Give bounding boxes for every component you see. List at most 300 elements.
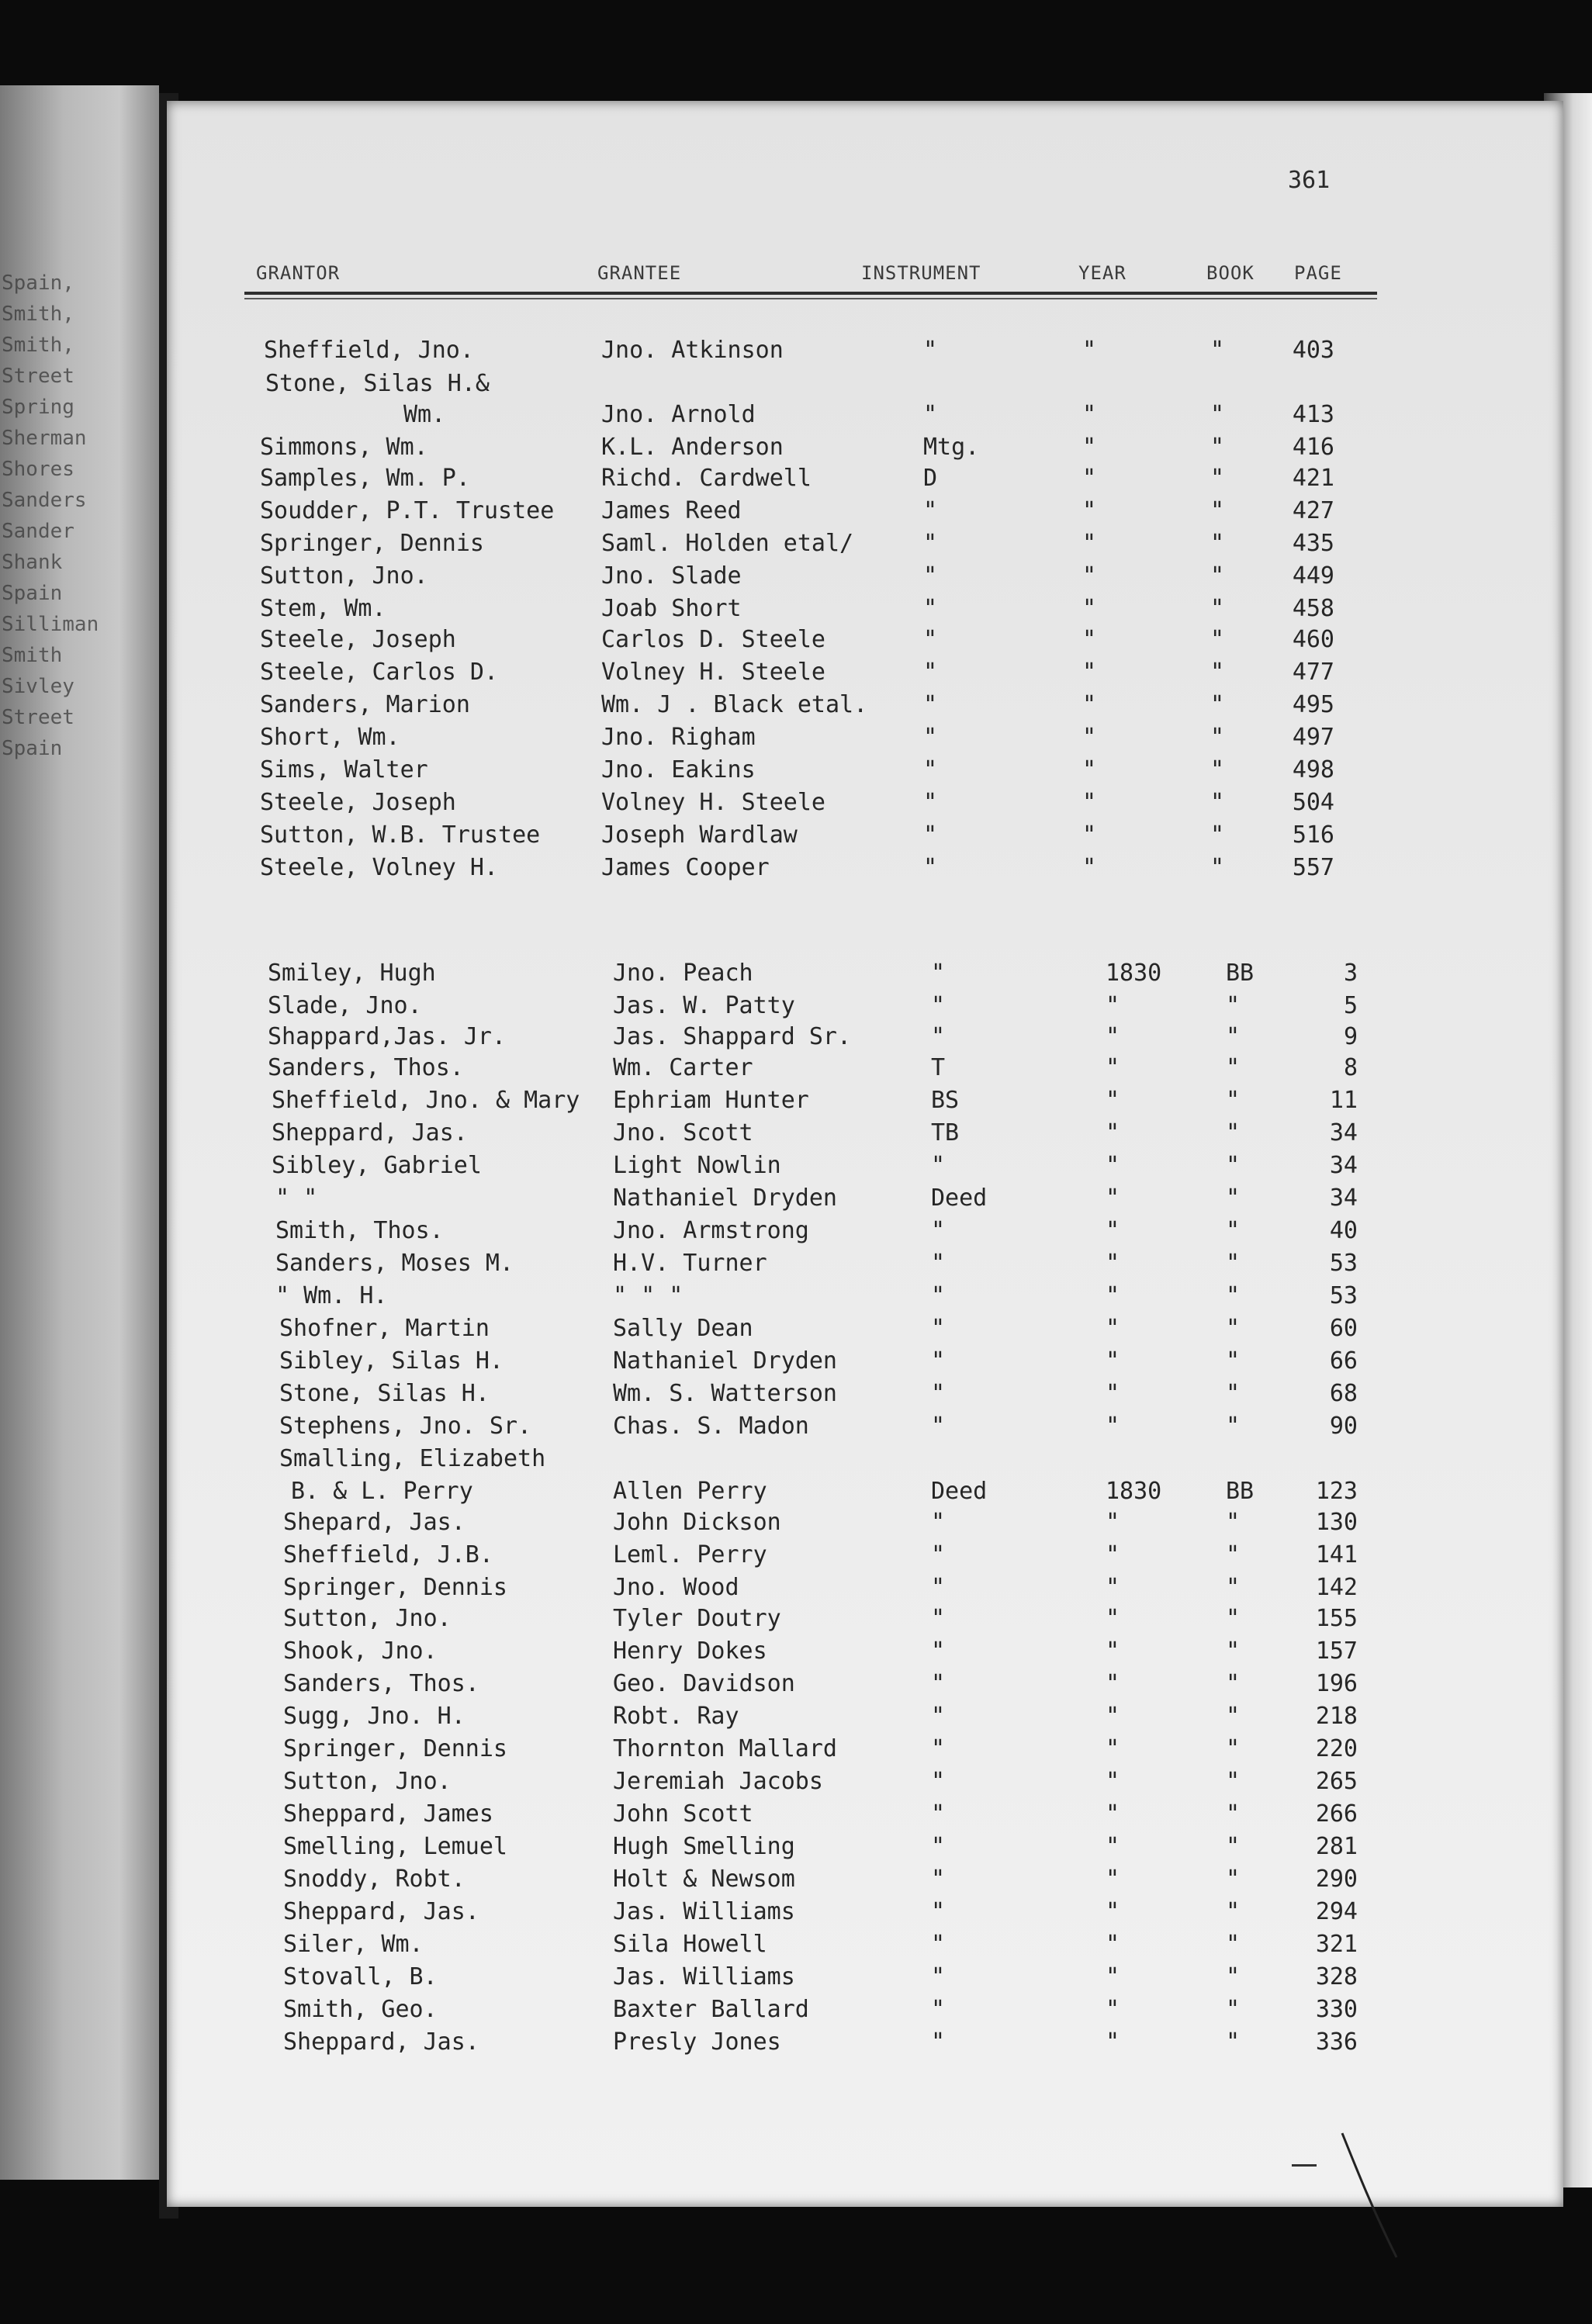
- year-cell: ": [1106, 1119, 1120, 1146]
- book-cell: ": [1210, 337, 1225, 364]
- book-cell: ": [1210, 497, 1225, 524]
- grantee-cell: Leml. Perry: [613, 1541, 767, 1568]
- instrument-cell: ": [923, 497, 938, 524]
- page-cell: 294: [1315, 1898, 1358, 1925]
- book-cell: ": [1226, 1380, 1241, 1407]
- year-cell: ": [1106, 1931, 1120, 1958]
- year-cell: ": [1106, 1735, 1120, 1762]
- page-cell: 218: [1315, 1703, 1358, 1730]
- instrument-cell: ": [923, 724, 938, 751]
- year-cell: ": [1106, 1996, 1120, 2023]
- grantor-cell: Sheffield, Jno.: [264, 337, 474, 364]
- instrument-cell: ": [931, 1898, 946, 1925]
- instrument-cell: ": [931, 1282, 946, 1309]
- grantor-cell: Snoddy, Robt.: [283, 1866, 465, 1893]
- year-cell: ": [1106, 1670, 1120, 1697]
- header-grantee: GRANTEE: [597, 262, 682, 284]
- book-cell: ": [1226, 1638, 1241, 1665]
- grantee-cell: Jno. Peach: [613, 960, 753, 987]
- header-page: PAGE: [1294, 262, 1342, 284]
- grantee-cell: John Scott: [613, 1800, 753, 1828]
- grantor-cell: B. & L. Perry: [291, 1478, 473, 1505]
- year-cell: ": [1082, 595, 1097, 622]
- page-cell: 421: [1292, 465, 1334, 492]
- page-cell: 449: [1292, 562, 1334, 590]
- instrument-cell: ": [931, 1670, 946, 1697]
- instrument-cell: ": [931, 1833, 946, 1860]
- instrument-cell: TB: [931, 1119, 960, 1146]
- left-page-fragment: Shores: [2, 458, 74, 481]
- page-cell: 435: [1292, 530, 1334, 557]
- book-cell: ": [1226, 1866, 1241, 1893]
- year-cell: ": [1106, 1541, 1120, 1568]
- grantee-cell: Jno. Scott: [613, 1119, 753, 1146]
- book-cell: ": [1226, 1898, 1241, 1925]
- grantor-cell: Stone, Silas H.: [279, 1380, 490, 1407]
- grantor-cell: Sibley, Silas H.: [279, 1347, 504, 1375]
- header-instrument: INSTRUMENT: [861, 262, 981, 284]
- grantee-cell: Jas. Shappard Sr.: [613, 1023, 852, 1050]
- grantor-cell: Smith, Geo.: [283, 1996, 438, 2023]
- page-cell: 90: [1329, 1413, 1358, 1440]
- left-page-fragment: Shank: [2, 551, 63, 574]
- book-cell: BB: [1226, 1478, 1255, 1505]
- instrument-cell: BS: [931, 1087, 960, 1114]
- book-cell: ": [1226, 1087, 1241, 1114]
- column-header-row: [0, 262, 1592, 293]
- year-cell: ": [1082, 434, 1097, 461]
- grantor-cell: Sheppard, Jas.: [272, 1119, 468, 1146]
- grantee-cell: Jno. Atkinson: [601, 337, 784, 364]
- year-cell: 1830: [1106, 1478, 1162, 1505]
- page-cell: 290: [1315, 1866, 1358, 1893]
- book-cell: ": [1226, 1023, 1241, 1050]
- year-cell: ": [1106, 1152, 1120, 1179]
- grantee-cell: Presly Jones: [613, 2028, 781, 2056]
- instrument-cell: ": [931, 2028, 946, 2056]
- grantee-cell: Jas. Williams: [613, 1963, 795, 1990]
- book-cell: ": [1210, 626, 1225, 653]
- book-cell: ": [1226, 1250, 1241, 1277]
- book-cell: ": [1226, 1509, 1241, 1536]
- header-rule: [244, 292, 1377, 295]
- grantor-cell: Sutton, Jno.: [260, 562, 428, 590]
- grantee-cell: Sally Dean: [613, 1315, 753, 1342]
- left-page-fragment: Spain: [2, 737, 63, 760]
- book-cell: ": [1226, 1315, 1241, 1342]
- instrument-cell: ": [931, 1605, 946, 1632]
- year-cell: ": [1082, 691, 1097, 718]
- page-cell: 68: [1329, 1380, 1358, 1407]
- grantor-cell: " ": [275, 1184, 318, 1212]
- book-cell: ": [1226, 2028, 1241, 2056]
- book-cell: ": [1210, 691, 1225, 718]
- book-cell: ": [1226, 1768, 1241, 1795]
- year-cell: ": [1082, 530, 1097, 557]
- instrument-cell: ": [923, 626, 938, 653]
- instrument-cell: Deed: [931, 1184, 988, 1212]
- grantee-cell: Jno. Wood: [613, 1574, 739, 1601]
- page-cell: 155: [1315, 1605, 1358, 1632]
- year-cell: ": [1106, 1282, 1120, 1309]
- page-cell: 34: [1329, 1119, 1358, 1146]
- grantee-cell: James Cooper: [601, 854, 770, 881]
- instrument-cell: ": [931, 1800, 946, 1828]
- grantee-cell: Nathaniel Dryden: [613, 1347, 837, 1375]
- book-cell: ": [1226, 1963, 1241, 1990]
- grantor-cell: Samples, Wm. P.: [260, 465, 470, 492]
- grantee-cell: John Dickson: [613, 1509, 781, 1536]
- instrument-cell: ": [923, 854, 938, 881]
- page-cell: 34: [1329, 1152, 1358, 1179]
- year-cell: ": [1106, 1638, 1120, 1665]
- year-cell: ": [1082, 789, 1097, 816]
- instrument-cell: ": [931, 1023, 946, 1050]
- grantor-cell: Sugg, Jno. H.: [283, 1703, 465, 1730]
- instrument-cell: T: [931, 1054, 946, 1081]
- instrument-cell: ": [931, 960, 946, 987]
- year-cell: ": [1106, 1574, 1120, 1601]
- grantor-cell: Soudder, P.T. Trustee: [260, 497, 555, 524]
- grantor-cell: Steele, Carlos D.: [260, 659, 499, 686]
- year-cell: ": [1082, 465, 1097, 492]
- grantee-cell: Nathaniel Dryden: [613, 1184, 837, 1212]
- page-cell: 130: [1315, 1509, 1358, 1536]
- year-cell: ": [1106, 1250, 1120, 1277]
- page-cell: 328: [1315, 1963, 1358, 1990]
- year-cell: ": [1106, 1380, 1120, 1407]
- page-cell: 413: [1292, 401, 1334, 428]
- instrument-cell: ": [923, 756, 938, 783]
- grantee-cell: H.V. Turner: [613, 1250, 767, 1277]
- grantee-cell: Jas. W. Patty: [613, 992, 795, 1019]
- grantor-cell: Sims, Walter: [260, 756, 428, 783]
- year-cell: ": [1106, 1054, 1120, 1081]
- page-cell: 142: [1315, 1574, 1358, 1601]
- book-cell: ": [1210, 562, 1225, 590]
- page-cell: 8: [1343, 1054, 1358, 1081]
- page-cell: 516: [1292, 821, 1334, 849]
- year-cell: ": [1106, 1184, 1120, 1212]
- page-cell: 141: [1315, 1541, 1358, 1568]
- left-page-fragment: Sanders: [2, 489, 87, 512]
- instrument-cell: ": [923, 691, 938, 718]
- grantee-cell: Chas. S. Madon: [613, 1413, 809, 1440]
- grantor-cell: Smiley, Hugh: [268, 960, 436, 987]
- book-cell: ": [1226, 1119, 1241, 1146]
- grantee-cell: Jeremiah Jacobs: [613, 1768, 823, 1795]
- grantor-cell: Springer, Dennis: [260, 530, 484, 557]
- grantee-cell: Volney H. Steele: [601, 789, 825, 816]
- grantor-cell: Stephens, Jno. Sr.: [279, 1413, 532, 1440]
- book-cell: ": [1210, 756, 1225, 783]
- year-cell: ": [1082, 497, 1097, 524]
- grantee-cell: Thornton Mallard: [613, 1735, 837, 1762]
- grantee-cell: Wm. J . Black etal.: [601, 691, 868, 718]
- book-cell: ": [1210, 854, 1225, 881]
- grantee-cell: Baxter Ballard: [613, 1996, 809, 2023]
- instrument-cell: ": [931, 992, 946, 1019]
- book-cell: ": [1226, 1152, 1241, 1179]
- page-cell: 123: [1315, 1478, 1358, 1505]
- instrument-cell: D: [923, 465, 938, 492]
- page-cell: 60: [1329, 1315, 1358, 1342]
- book-cell: ": [1210, 724, 1225, 751]
- grantee-cell: Geo. Davidson: [613, 1670, 795, 1697]
- year-cell: ": [1106, 1087, 1120, 1114]
- book-cell: ": [1226, 1931, 1241, 1958]
- grantor-cell: Stem, Wm.: [260, 595, 386, 622]
- grantee-cell: Allen Perry: [613, 1478, 767, 1505]
- instrument-cell: ": [931, 1541, 946, 1568]
- book-cell: ": [1226, 1347, 1241, 1375]
- instrument-cell: ": [931, 1347, 946, 1375]
- year-cell: ": [1106, 2028, 1120, 2056]
- instrument-cell: ": [931, 1574, 946, 1601]
- grantor-cell: Smelling, Lemuel: [283, 1833, 507, 1860]
- grantee-cell: Robt. Ray: [613, 1703, 739, 1730]
- year-cell: ": [1106, 1023, 1120, 1050]
- book-cell: ": [1210, 530, 1225, 557]
- instrument-cell: ": [923, 337, 938, 364]
- instrument-cell: ": [931, 1963, 946, 1990]
- grantor-cell: Sutton, Jno.: [283, 1605, 452, 1632]
- year-cell: ": [1106, 1898, 1120, 1925]
- instrument-cell: ": [923, 530, 938, 557]
- page-cell: 497: [1292, 724, 1334, 751]
- page-cell: 281: [1315, 1833, 1358, 1860]
- instrument-cell: ": [931, 1638, 946, 1665]
- grantor-cell: Sheppard, James: [283, 1800, 493, 1828]
- bottom-dash-mark: [1292, 2164, 1317, 2167]
- grantee-cell: Jno. Righam: [601, 724, 756, 751]
- page-cell: 9: [1343, 1023, 1358, 1050]
- pen-stroke-mark: [1319, 2125, 1412, 2265]
- page-cell: 265: [1315, 1768, 1358, 1795]
- left-page-fragment: Spain: [2, 582, 63, 605]
- year-cell: ": [1106, 1768, 1120, 1795]
- page-cell: 495: [1292, 691, 1334, 718]
- grantee-cell: Joab Short: [601, 595, 742, 622]
- left-page-fragment: Sherman: [2, 427, 87, 450]
- instrument-cell: Mtg.: [923, 434, 980, 461]
- year-cell: ": [1106, 1315, 1120, 1342]
- grantor-cell: Sheppard, Jas.: [283, 1898, 479, 1925]
- left-page-fragment: Sander: [2, 520, 74, 543]
- year-cell: ": [1106, 1833, 1120, 1860]
- page-cell: 34: [1329, 1184, 1358, 1212]
- book-cell: ": [1210, 821, 1225, 849]
- grantor-cell: Simmons, Wm.: [260, 434, 428, 461]
- grantor-cell: " Wm. H.: [275, 1282, 388, 1309]
- page-cell: 66: [1329, 1347, 1358, 1375]
- year-cell: ": [1082, 626, 1097, 653]
- year-cell: ": [1106, 1509, 1120, 1536]
- page-cell: 53: [1329, 1282, 1358, 1309]
- year-cell: ": [1082, 337, 1097, 364]
- left-page-fragment: Silliman: [2, 613, 99, 636]
- year-cell: ": [1082, 562, 1097, 590]
- header-year: YEAR: [1078, 262, 1127, 284]
- page-cell: 498: [1292, 756, 1334, 783]
- year-cell: ": [1106, 1413, 1120, 1440]
- page-cell: 557: [1292, 854, 1334, 881]
- book-cell: ": [1226, 1184, 1241, 1212]
- instrument-cell: Deed: [931, 1478, 988, 1505]
- grantee-cell: Carlos D. Steele: [601, 626, 825, 653]
- book-cell: ": [1226, 1703, 1241, 1730]
- year-cell: ": [1106, 1605, 1120, 1632]
- book-cell: BB: [1226, 960, 1255, 987]
- left-page-fragments: [2, 268, 157, 764]
- left-page-fragment: Street: [2, 365, 74, 388]
- year-cell: ": [1106, 1347, 1120, 1375]
- grantee-cell: James Reed: [601, 497, 742, 524]
- book-cell: ": [1226, 992, 1241, 1019]
- page-cell: 196: [1315, 1670, 1358, 1697]
- page-cell: 336: [1315, 2028, 1358, 2056]
- instrument-cell: ": [931, 1735, 946, 1762]
- grantor-cell: Steele, Joseph: [260, 789, 456, 816]
- page-cell: 5: [1343, 992, 1358, 1019]
- header-rule-thin: [244, 298, 1377, 299]
- grantor-cell: Sanders, Marion: [260, 691, 470, 718]
- instrument-cell: ": [931, 1250, 946, 1277]
- grantor-cell: Sutton, W.B. Trustee: [260, 821, 541, 849]
- grantor-cell: Shappard,Jas. Jr.: [268, 1023, 507, 1050]
- instrument-cell: ": [931, 1380, 946, 1407]
- book-cell: ": [1226, 1054, 1241, 1081]
- grantor-cell: Springer, Dennis: [283, 1574, 507, 1601]
- page-cell: 11: [1329, 1087, 1358, 1114]
- instrument-cell: ": [923, 401, 938, 428]
- book-cell: ": [1226, 1605, 1241, 1632]
- grantee-cell: Richd. Cardwell: [601, 465, 812, 492]
- grantor-cell: Steele, Joseph: [260, 626, 456, 653]
- page-cell: 460: [1292, 626, 1334, 653]
- page-cell: 477: [1292, 659, 1334, 686]
- grantee-cell: Volney H. Steele: [601, 659, 825, 686]
- page-cell: 330: [1315, 1996, 1358, 2023]
- instrument-cell: ": [931, 1509, 946, 1536]
- book-cell: ": [1226, 1413, 1241, 1440]
- left-page-fragment: Street: [2, 706, 74, 729]
- page-cell: 40: [1329, 1217, 1358, 1244]
- year-cell: ": [1082, 401, 1097, 428]
- page-cell: 321: [1315, 1931, 1358, 1958]
- grantee-cell: Jno. Slade: [601, 562, 742, 590]
- grantor-cell: Stone, Silas H.&: [265, 370, 490, 397]
- grantee-cell: Holt & Newsom: [613, 1866, 795, 1893]
- page-cell: 416: [1292, 434, 1334, 461]
- grantor-cell: Sibley, Gabriel: [272, 1152, 482, 1179]
- year-cell: ": [1082, 854, 1097, 881]
- year-cell: ": [1082, 659, 1097, 686]
- grantor-cell: Sheffield, J.B.: [283, 1541, 493, 1568]
- grantee-cell: Ephriam Hunter: [613, 1087, 809, 1114]
- grantor-cell: Sheppard, Jas.: [283, 2028, 479, 2056]
- book-cell: ": [1226, 1735, 1241, 1762]
- grantee-cell: Saml. Holden etal/: [601, 530, 854, 557]
- page-cell: 157: [1315, 1638, 1358, 1665]
- grantor-cell: Sutton, Jno.: [283, 1768, 452, 1795]
- instrument-cell: ": [931, 1413, 946, 1440]
- book-cell: ": [1226, 1282, 1241, 1309]
- book-cell: ": [1226, 1541, 1241, 1568]
- left-page-fragment: Smith,: [2, 303, 74, 326]
- header-book: BOOK: [1206, 262, 1255, 284]
- page-cell: 403: [1292, 337, 1334, 364]
- book-cell: ": [1210, 401, 1225, 428]
- instrument-cell: ": [923, 562, 938, 590]
- grantor-cell: Smalling, Elizabeth: [279, 1445, 546, 1472]
- year-cell: ": [1106, 1800, 1120, 1828]
- instrument-cell: ": [931, 1217, 946, 1244]
- grantee-cell: Hugh Smelling: [613, 1833, 795, 1860]
- book-cell: ": [1210, 659, 1225, 686]
- left-page-fragment: Spring: [2, 396, 74, 419]
- grantor-cell: Siler, Wm.: [283, 1931, 424, 1958]
- left-page-fragment: Sivley: [2, 675, 74, 698]
- instrument-cell: ": [931, 1152, 946, 1179]
- book-cell: ": [1210, 434, 1225, 461]
- book-cell: ": [1210, 465, 1225, 492]
- book-cell: ": [1226, 1670, 1241, 1697]
- instrument-cell: ": [923, 821, 938, 849]
- page-cell: 427: [1292, 497, 1334, 524]
- grantor-cell: Wm.: [403, 401, 446, 428]
- page-cell: 3: [1343, 960, 1358, 987]
- grantor-cell: Smith, Thos.: [275, 1217, 444, 1244]
- page-cell: 504: [1292, 789, 1334, 816]
- grantee-cell: Jno. Arnold: [601, 401, 756, 428]
- grantor-cell: Sanders, Thos.: [268, 1054, 464, 1081]
- instrument-cell: ": [923, 595, 938, 622]
- grantee-cell: Joseph Wardlaw: [601, 821, 798, 849]
- page-cell: 53: [1329, 1250, 1358, 1277]
- grantee-cell: Sila Howell: [613, 1931, 767, 1958]
- grantor-cell: Slade, Jno.: [268, 992, 422, 1019]
- book-cell: ": [1226, 1833, 1241, 1860]
- book-cell: ": [1210, 789, 1225, 816]
- left-page-fragment: Smith: [2, 644, 63, 667]
- left-page-fragment: Spain,: [2, 271, 74, 295]
- instrument-cell: ": [931, 1866, 946, 1893]
- book-cell: ": [1210, 595, 1225, 622]
- year-cell: ": [1106, 1963, 1120, 1990]
- page-cell: 266: [1315, 1800, 1358, 1828]
- grantee-cell: Tyler Doutry: [613, 1605, 781, 1632]
- year-cell: ": [1106, 1703, 1120, 1730]
- grantor-cell: Steele, Volney H.: [260, 854, 499, 881]
- grantor-cell: Short, Wm.: [260, 724, 400, 751]
- grantee-cell: " " ": [613, 1282, 684, 1309]
- instrument-cell: ": [923, 789, 938, 816]
- header-grantor: GRANTOR: [256, 262, 341, 284]
- year-cell: ": [1082, 756, 1097, 783]
- year-cell: ": [1082, 724, 1097, 751]
- instrument-cell: ": [931, 1931, 946, 1958]
- instrument-cell: ": [931, 1996, 946, 2023]
- grantee-cell: Henry Dokes: [613, 1638, 767, 1665]
- instrument-cell: ": [923, 659, 938, 686]
- grantee-cell: Wm. Carter: [613, 1054, 753, 1081]
- grantor-cell: Springer, Dennis: [283, 1735, 507, 1762]
- grantee-cell: Jno. Eakins: [601, 756, 756, 783]
- book-cell: ": [1226, 1574, 1241, 1601]
- book-cell: ": [1226, 1800, 1241, 1828]
- year-cell: ": [1082, 821, 1097, 849]
